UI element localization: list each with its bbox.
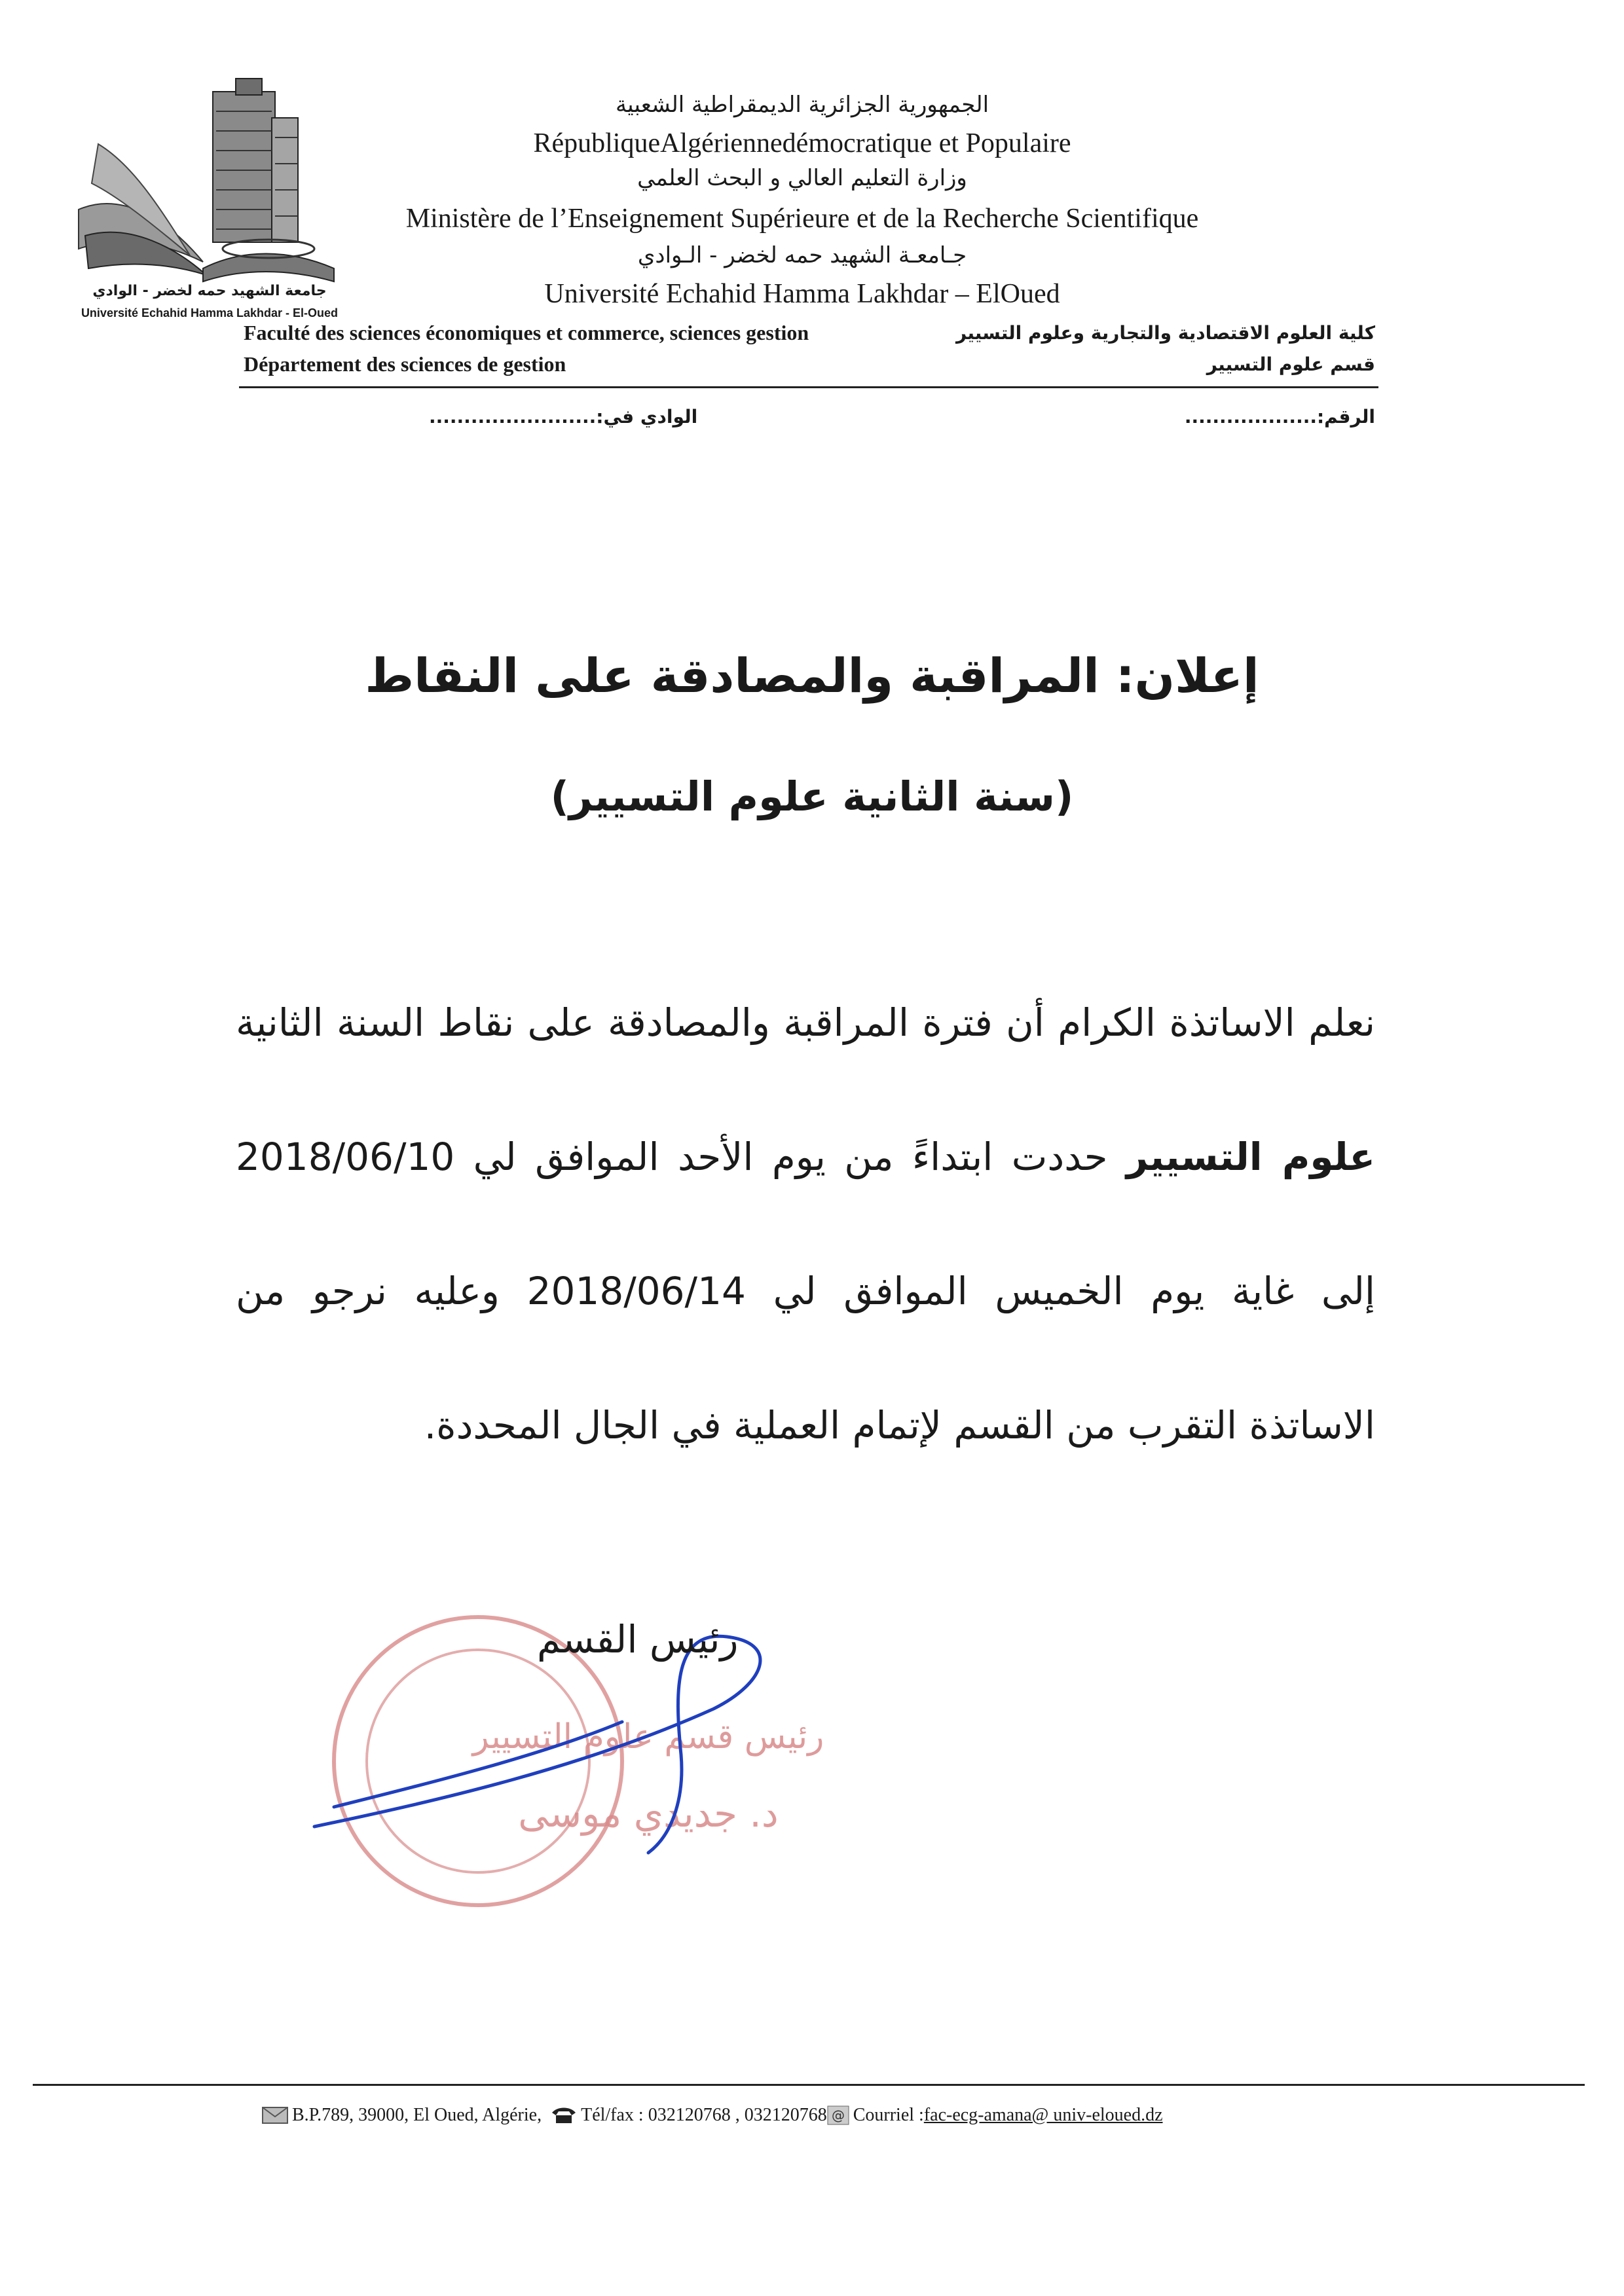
university-arabic: جـامعـة الشهيد حمه لخضر - الـوادي (637, 242, 967, 268)
stamp-line1: رئيس قسم علوم التسيير (472, 1717, 824, 1757)
faculty-arabic: كلية العلوم الاقتصادية والتجارية وعلوم التسيير (955, 322, 1375, 344)
department-arabic: قسم علوم التسيير (1206, 354, 1375, 375)
phone-icon (551, 2106, 577, 2124)
svg-text:@: @ (831, 2107, 845, 2123)
stamp-line2: د. جديدي موسى (518, 1791, 779, 1836)
logo-caption-arabic: جامعة الشهيد حمه لخضر - الوادي (92, 283, 327, 299)
republic-arabic: الجمهورية الجزائرية الديمقراطية الشعبية (615, 92, 989, 118)
ministry-arabic: وزارة التعليم العالي و البحث العلمي (637, 165, 967, 191)
notice-subtitle: (سنة الثانية علوم التسيير) (550, 773, 1074, 820)
notice-body-part1: نعلم الاساتذة الكرام أن فترة المراقبة والمصادقة على نقاط السنة الثانية (236, 1000, 1375, 1045)
department-french: Département des sciences de gestion (244, 352, 566, 376)
footer-divider (33, 2084, 1585, 2086)
university-french: Université Echahid Hamma Lakhdar – ElOued (544, 279, 1060, 309)
logo-caption-french: Université Echahid Hamma Lakhdar - El-Oued (81, 306, 339, 319)
footer-tel: Tél/fax : 032120768 , 032120768 (581, 2105, 827, 2125)
mail-icon (262, 2107, 288, 2124)
notice-title: إعلان: المراقبة والمصادقة على النقاط (365, 648, 1259, 703)
footer-address: B.P.789, 39000, El Oued, Algérie, (292, 2105, 542, 2125)
notice-body-bold: علوم التسيير (1126, 1135, 1375, 1179)
signature-title: رئيس القسم (537, 1617, 739, 1662)
notice-body-part2: حددت ابتداءً من يوم الأحد الموافق لي 2018/06/10 إلى غاية يوم الخميس الموافق لي 2018/06/14 وعليه نرجو من الاساتذة التقرب من القسم لإتمام العملية في الجال المحددة. (236, 1135, 1376, 1448)
date-field: الوادي في:........................ (429, 406, 698, 428)
at-icon (827, 2105, 849, 2125)
republic-french: RépubliqueAlgériennedémocratique et Populaire (533, 128, 1071, 158)
faculty-french: Faculté des sciences économiques et commerce, sciences gestion (244, 321, 809, 344)
header-divider (239, 386, 1378, 388)
ministry-french: Ministère de l’Enseignement Supérieure et de la Recherche Scientifique (405, 204, 1199, 234)
footer-email-link[interactable]: fac-ecg-amana@ univ-eloued.dz (923, 2105, 1163, 2125)
footer-email-label: Courriel : (853, 2105, 924, 2125)
footer-contact (262, 2105, 1375, 2126)
notice-body (236, 956, 1375, 1493)
reference-number-field: الرقم:................... (1184, 406, 1375, 428)
